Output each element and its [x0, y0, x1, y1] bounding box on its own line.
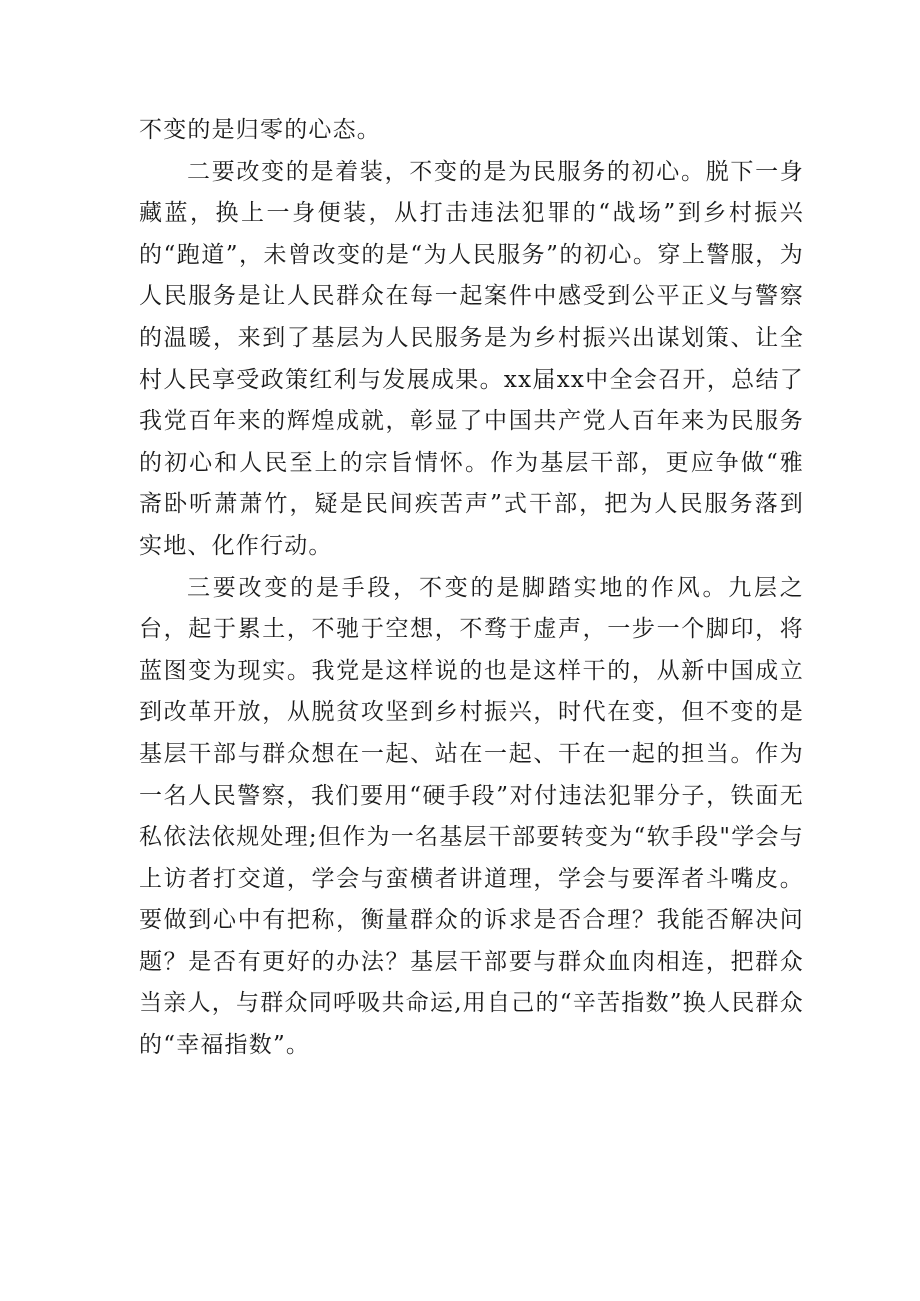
document-body — [139, 110, 804, 1067]
paragraph-1: 不变的是归零的心态。 — [139, 117, 381, 143]
paragraph-3: 三要改变的是手段，不变的是脚踏实地的作风。九层之台，起于累土，不驰于空想，不骛于虚声，一步一个脚印，将蓝图变为现实。我党是这样说的也是这样干的，从新中国成立到改革开放，从脱贫攻坚到乡村振兴，时代在变，但不变的是基层干部与群众想在一起、站在一起、干在一起的担当。作为一名人民警察，我们要用“硬手段”对付违法犯罪分子，铁面无私依法依规处理;但作为一名基层干部要转变为“软手段"学会与上访者打交道，学会与蛮横者讲道理，学会与要浑者斗嘴皮。要做到心中有把称，衡量群众的诉求是否合理？我能否解决问题？是否有更好的办法？基层干部要与群众血肉相连，把群众当亲人，与群众同呼吸共命运,用自己的“辛苦指数”换人民群众的“幸福指数”。 — [139, 574, 804, 1059]
paragraph-2: 二要改变的是着装，不变的是为民服务的初心。脱下一身藏蓝，换上一身便装，从打击违法犯罪的“战场”到乡村振兴的“跑道”，未曾改变的是“为人民服务”的初心。穿上警服，为人民服务是让人民群众在每一起案件中感受到公平正义与警察的温暖，来到了基层为人民服务是为乡村振兴出谋划策、让全村人民享受政策红利与发展成果。xx届xx中全会召开，总结了我党百年来的辉煌成就，彰显了中国共产党人百年来为民服务的初心和人民至上的宗旨情怀。作为基层干部，更应争做“雅斋卧听萧萧竹，疑是民间疾苦声”式干部，把为人民服务落到实地、化作行动。 — [139, 158, 804, 559]
